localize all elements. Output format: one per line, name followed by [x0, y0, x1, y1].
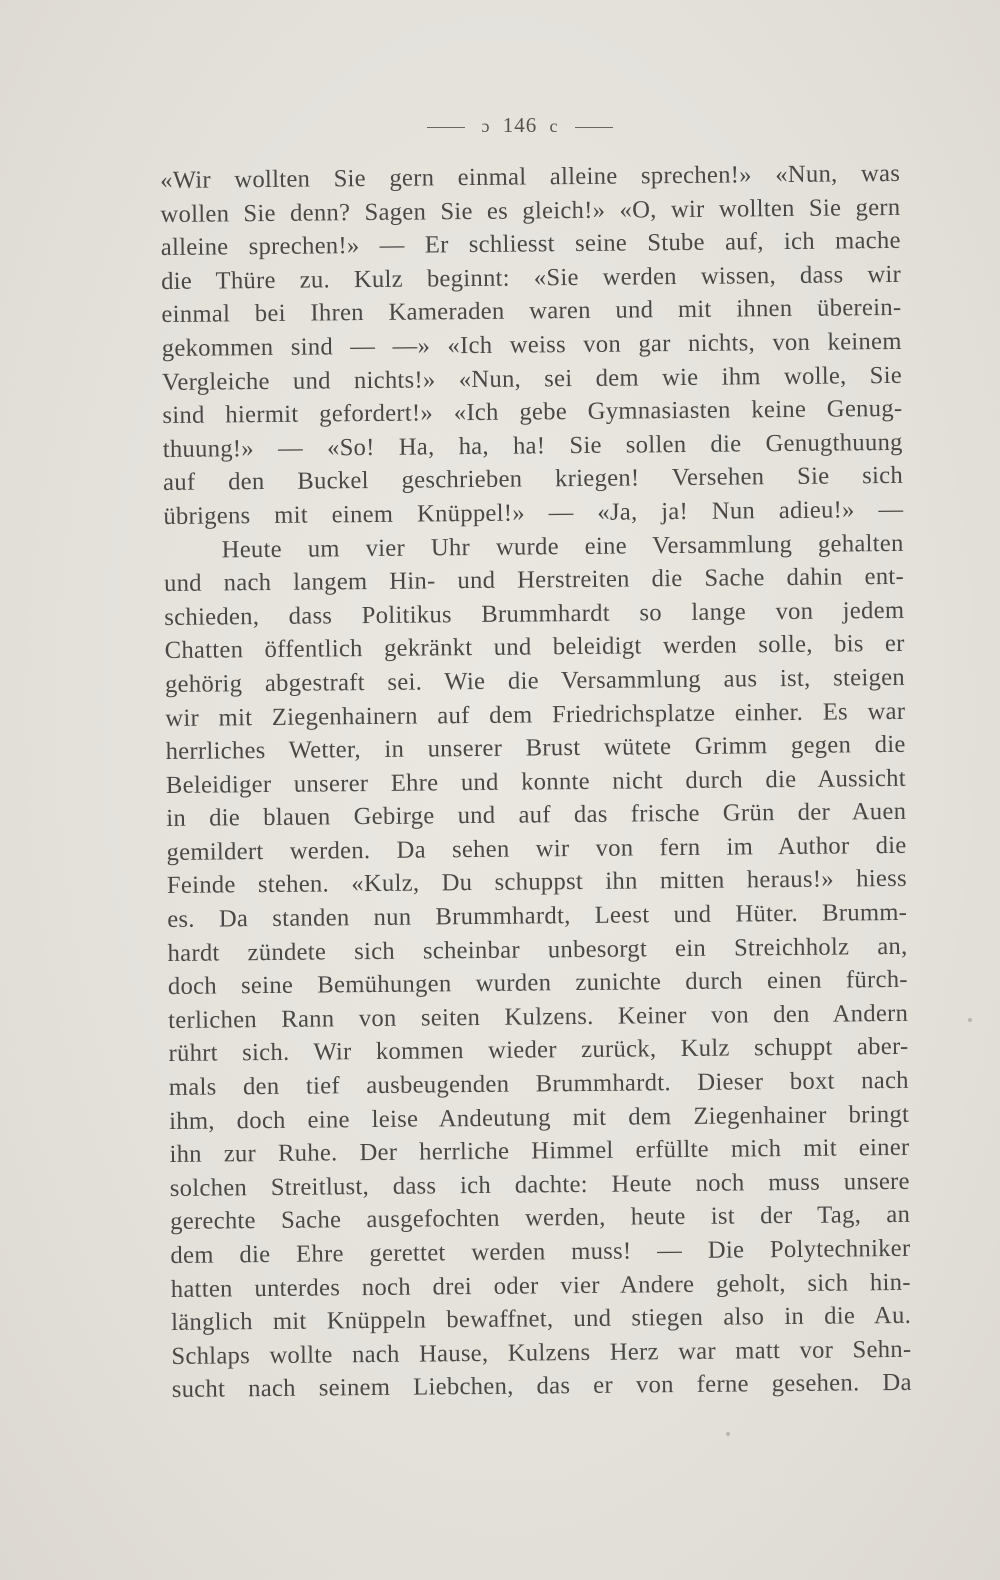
running-head [0, 113, 1000, 138]
text-line: in die blauen Gebirge und auf das frische Grün der Auen [166, 798, 907, 833]
left-rule [427, 127, 465, 128]
text-line: schieden, dass Politikus Brummhardt so lange von jedem [164, 596, 905, 631]
text-line: gekommen sind — —» «Ich weiss von gar nichts, von keinem [161, 327, 902, 362]
text-line: mals den tief ausbeugenden Brummhardt. Dieser boxt nach [168, 1066, 909, 1101]
text-line: alleine sprechen!» — Er schliesst seine Stube auf, ich mache [160, 227, 901, 262]
text-line: rührt sich. Wir kommen wieder zurück, Kulz schuppt aber- [168, 1033, 909, 1068]
text-line: es. Da standen nun Brummhardt, Leest und Hüter. Brumm- [167, 898, 908, 934]
text-line: Beleidiger unserer Ehre und konnte nicht durch die Aussicht [165, 764, 907, 799]
text-line: wollen Sie denn? Sagen Sie es gleich!» «O, wir wollten Sie gern [160, 193, 901, 228]
paragraph-start-line: Heute um vier Uhr wurde eine Versammlung gehalten [221, 529, 904, 563]
text-line: solchen Streitlust, dass ich dachte: Heute noch muss unsere [169, 1167, 910, 1202]
text-line: Feinde stehen. «Kulz, Du schuppst ihn mitten heraus!» hiess [166, 865, 908, 900]
text-line: doch seine Bemühungen wurden zunichte durch einen fürch- [167, 966, 908, 1001]
text-line: hardt zündete sich scheinbar unbesorgt ein Streichholz an, [167, 932, 908, 967]
text-line: Vergleiche und nichts!» «Nun, sei dem wie ihm wolle, Sie [161, 361, 903, 396]
text-line: auf den Buckel geschrieben kriegen! Versehen Sie sich [162, 462, 904, 497]
text-line: ihm, doch eine leise Andeutung mit dem Ziegenhainer bringt [169, 1100, 910, 1135]
text-line: die Thüre zu. Kulz beginnt: «Sie werden wissen, dass wir [160, 260, 902, 295]
left-ornament: ɔ [481, 116, 491, 136]
body-text [160, 157, 912, 1407]
text-line: länglich mit Knüppeln bewaffnet, und stiegen also in die Au. [170, 1302, 912, 1337]
right-ornament: c [549, 116, 559, 136]
text-line: «Wir wollten Sie gern einmal alleine sprechen!» «Nun, was [160, 159, 901, 194]
paper-speck [726, 1432, 730, 1436]
text-line: Chatten öffentlich gekränkt und beleidigt werden solle, bis er [164, 630, 905, 665]
text-line: herrliches Wetter, in unserer Brust wütete Grimm gegen die [165, 730, 906, 766]
paper-speck [968, 1018, 972, 1022]
text-line: thuung!» — «So! Ha, ha, ha! Sie sollen die Genugthuung [162, 428, 903, 463]
right-rule [575, 127, 613, 128]
text-line: Schlaps wollte nach Hause, Kulzens Herz war matt vor Sehn- [171, 1335, 912, 1370]
text-line: hatten unterdes noch drei oder vier Andere geholt, sich hin- [170, 1268, 911, 1303]
text-line: gehörig abgestraft sei. Wie die Versammlung aus ist, steigen [164, 663, 906, 698]
text-line: sind hiermit gefordert!» «Ich gebe Gymnasiasten keine Genug- [162, 395, 903, 430]
text-line: übrigens mit einem Knüppel!» — «Ja, ja! Nun adieu!» — [163, 495, 904, 530]
text-line: sucht nach seinem Liebchen, das er von ferne gesehen. Da [171, 1369, 912, 1404]
text-line: wir mit Ziegenhainern auf dem Friedrichsplatze einher. Es war [165, 697, 906, 732]
text-line: gemildert werden. Da sehen wir von fern im Author die [166, 831, 907, 866]
text-line: terlichen Rann von seiten Kulzens. Keiner von den Andern [168, 999, 909, 1034]
text-line: und nach langem Hin- und Herstreiten die Sache dahin ent- [163, 563, 905, 598]
text-line: ihn zur Ruhe. Der herrliche Himmel erfüllte mich mit einer [169, 1134, 910, 1169]
text-line: einmal bei Ihren Kameraden waren und mit ihnen überein- [161, 294, 902, 329]
page-number: 146 [502, 113, 538, 137]
text-line: gerechte Sache ausgefochten werden, heute ist der Tag, an [170, 1201, 911, 1236]
text-line: dem die Ehre gerettet werden muss! — Die Polytechniker [170, 1234, 911, 1269]
